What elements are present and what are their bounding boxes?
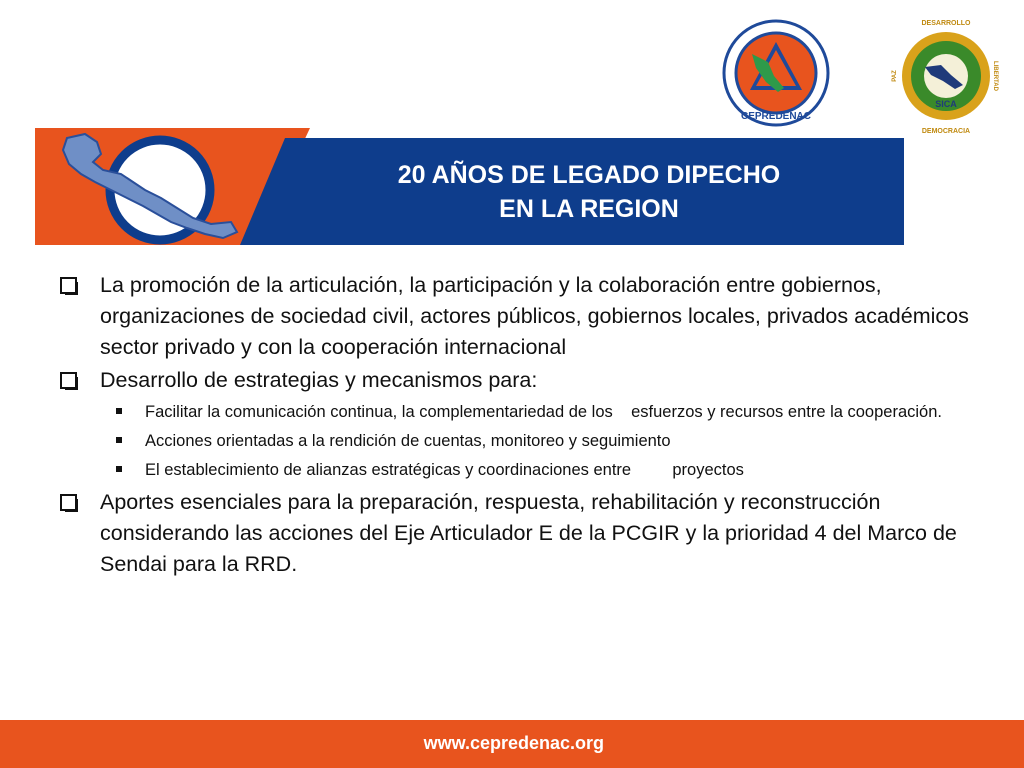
website-link[interactable]: www.cepredenac.org <box>423 733 604 753</box>
bullet-item <box>60 487 980 580</box>
sub-bullet-item <box>60 400 980 424</box>
square-bullet-icon <box>116 408 122 414</box>
bullet-text: La promoción de la articulación, la participación y la colaboración entre gobiernos, organizaciones de sociedad civil, actores públicos, gobiernos locales, privados académicos sector privado y con la cooperación internacional <box>100 273 969 359</box>
square-bullet-icon <box>116 466 122 472</box>
bullet-text: Desarrollo de estrategias y mecanismos para: <box>100 368 538 392</box>
sica-word-desarrollo: DESARROLLO <box>921 20 971 27</box>
sub-bullet-item <box>60 429 980 453</box>
sica-logo-text: SICA <box>935 99 957 109</box>
sica-word-democracia: DEMOCRACIA <box>921 128 971 135</box>
bullet-item <box>60 365 980 396</box>
page-title <box>365 158 813 226</box>
checkbox-bullet-icon <box>60 277 77 294</box>
title-banner <box>35 128 904 245</box>
bullet-item <box>60 270 980 363</box>
slide-content <box>60 270 980 580</box>
sub-bullet-text: Facilitar la comunicación continua, la complementariedad de los esfuerzos y recursos entre la cooperación. <box>145 403 942 421</box>
sub-bullet-item <box>60 458 980 482</box>
footer-bar <box>0 720 1024 768</box>
sub-bullet-text: El establecimiento de alianzas estratégicas y coordinaciones entre proyectos <box>145 461 744 479</box>
sica-word-libertad: LIBERTAD <box>992 61 998 91</box>
sica-word-paz: PAZ <box>892 70 898 82</box>
cepredenac-logo-text: CEPREDENAC <box>740 111 812 122</box>
title-line-1: 20 AÑOS DE LEGADO DIPECHO <box>397 161 781 189</box>
title-line-2: EN LA REGION <box>499 195 679 223</box>
sica-logo <box>885 15 1007 137</box>
checkbox-bullet-icon <box>60 372 77 389</box>
bullet-text: Aportes esenciales para la preparación, respuesta, rehabilitación y reconstrucción considerando las acciones del Eje Articulador E de la PCGIR y la prioridad 4 del Marco de Sendai para la RRD. <box>100 490 957 576</box>
square-bullet-icon <box>116 437 122 443</box>
cepredenac-logo <box>722 18 830 128</box>
sub-bullet-text: Acciones orientadas a la rendición de cuentas, monitoreo y seguimiento <box>145 432 671 450</box>
checkbox-bullet-icon <box>60 494 77 511</box>
